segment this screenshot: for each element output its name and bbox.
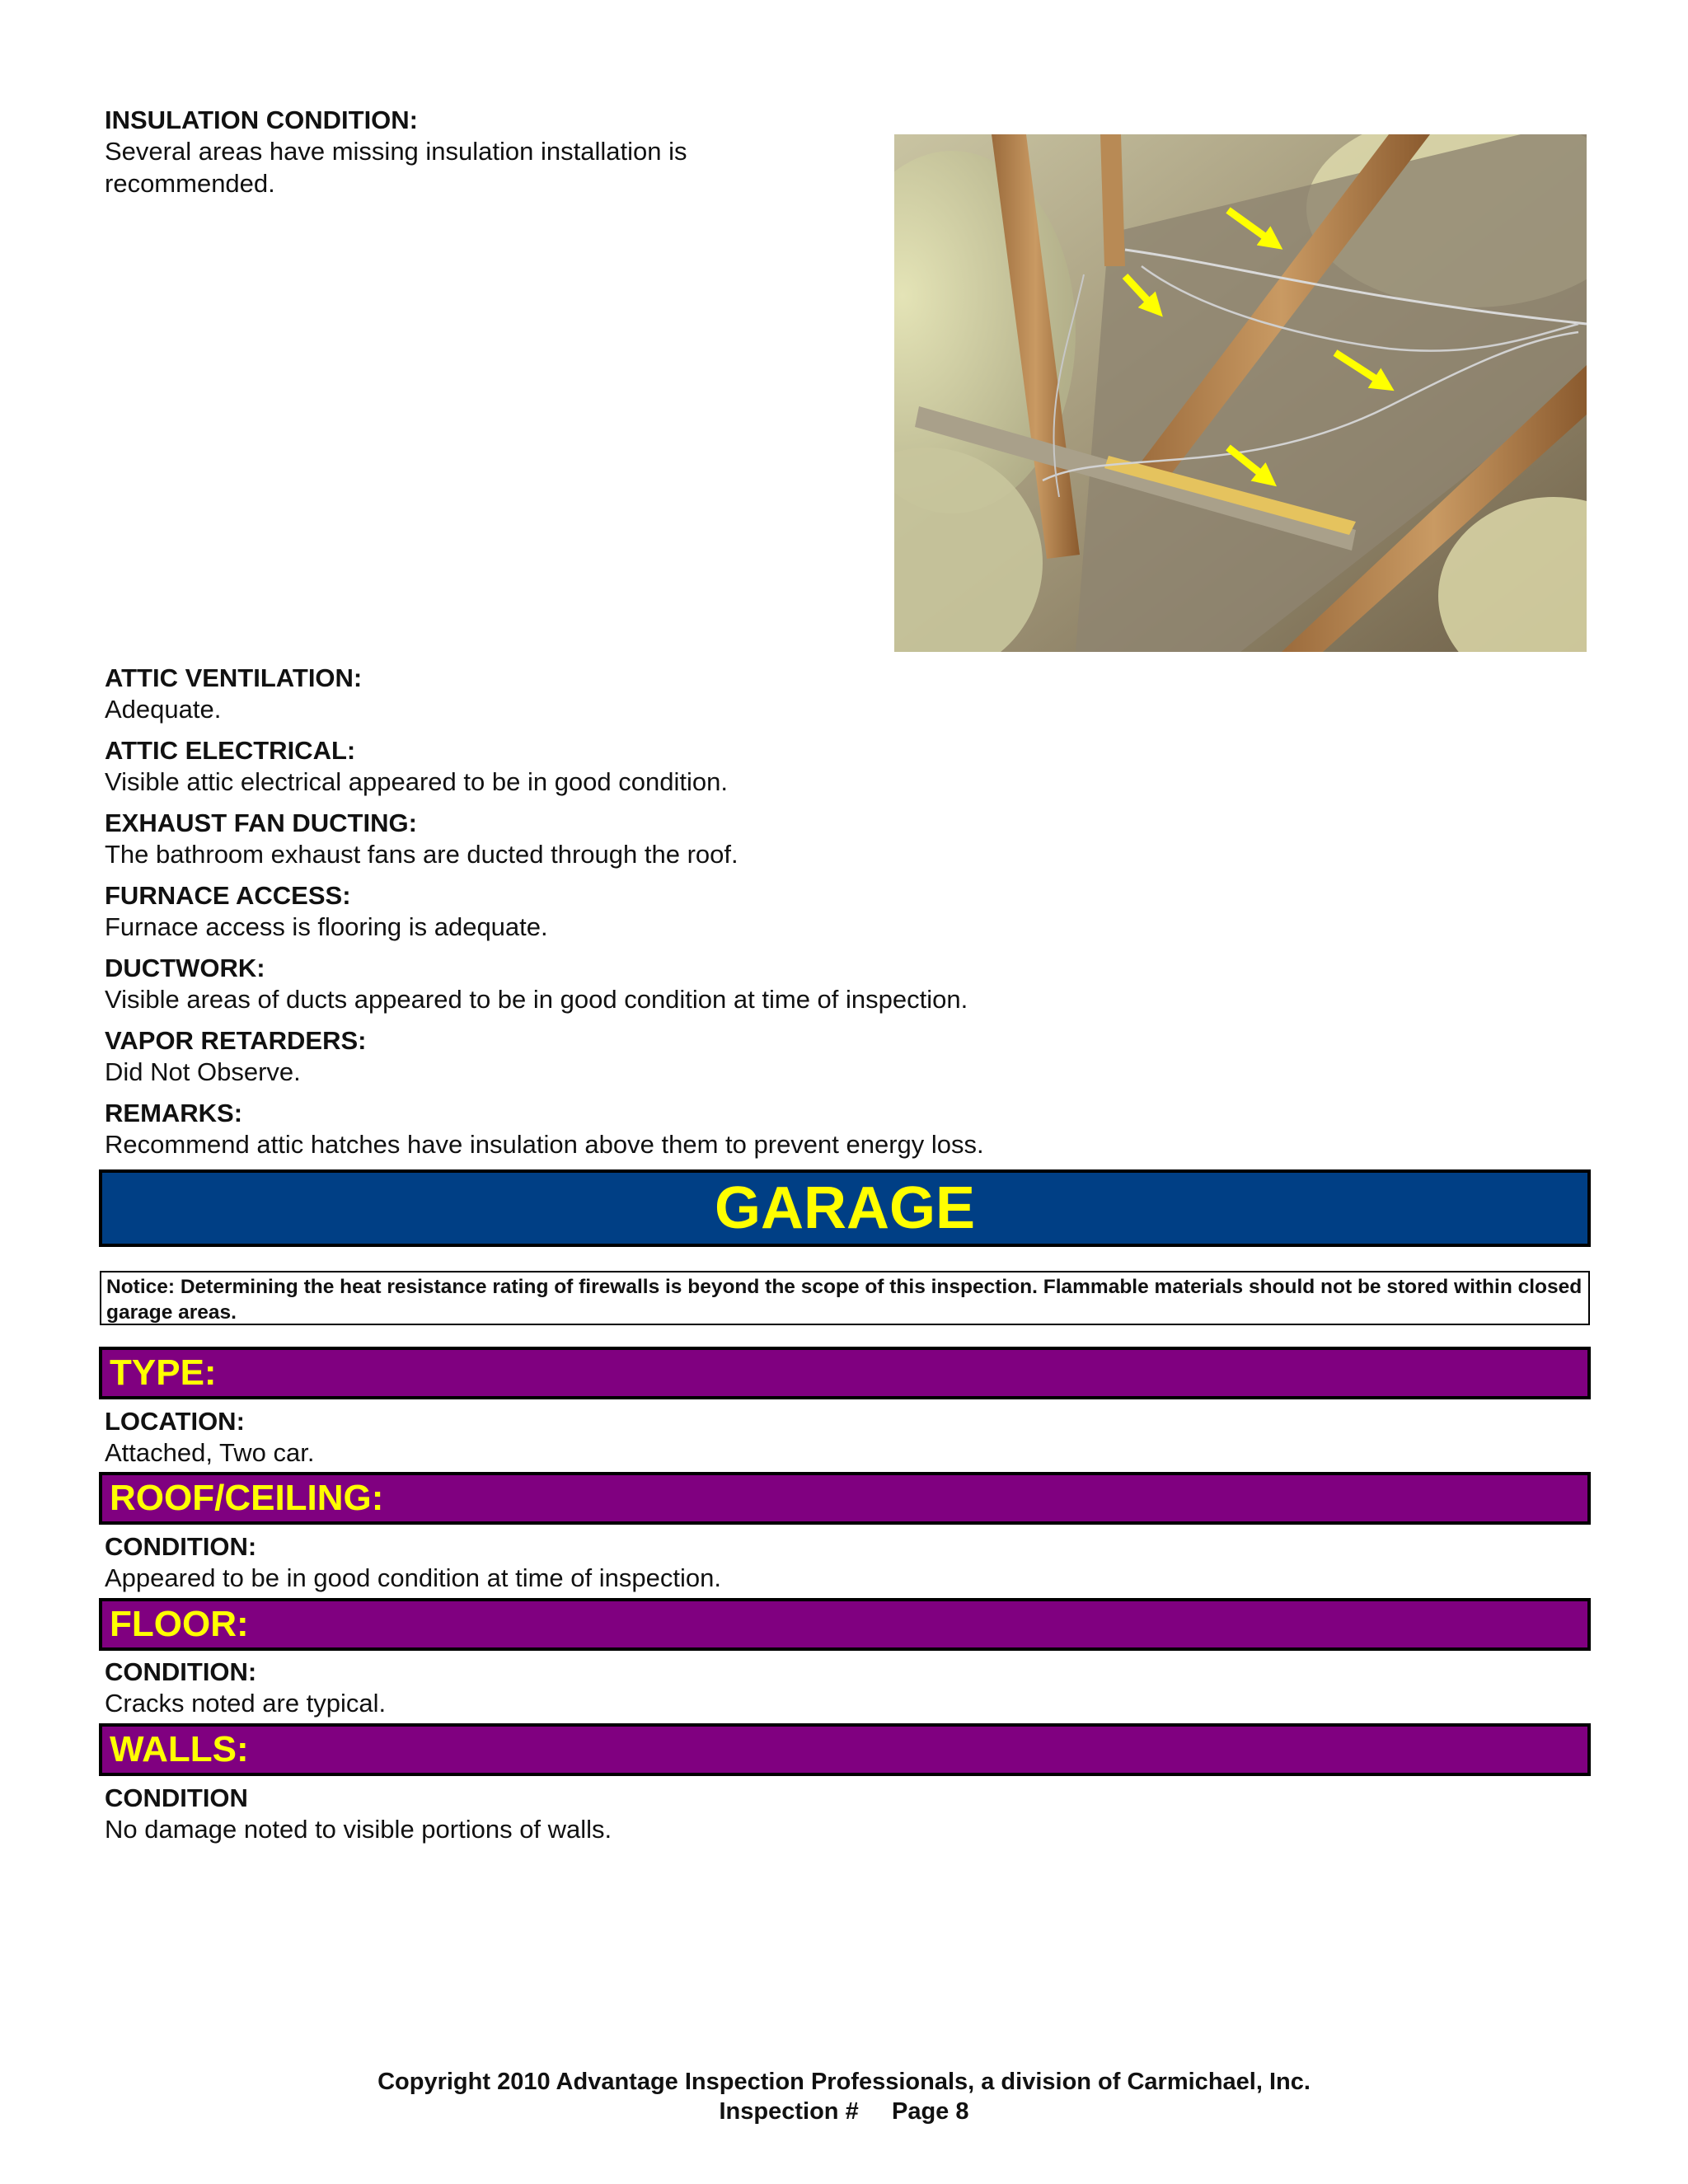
roof-condition-text: Appeared to be in good condition at time of inspection.	[105, 1563, 721, 1592]
attic-ventilation-label: ATTIC VENTILATION:	[105, 663, 363, 692]
location-label: LOCATION:	[105, 1407, 245, 1436]
garage-banner-title: GARAGE	[714, 1175, 976, 1241]
vapor-retarders-label: VAPOR RETARDERS:	[105, 1026, 367, 1055]
roof-condition-label: CONDITION:	[105, 1532, 257, 1561]
floor-section-header	[99, 1598, 1591, 1651]
vapor-retarders-text: Did Not Observe.	[105, 1057, 301, 1086]
garage-banner	[99, 1169, 1591, 1247]
attic-electrical-label: ATTIC ELECTRICAL:	[105, 736, 356, 765]
footer-page-info: Inspection # Page 8	[719, 2098, 969, 2125]
floor-condition-text: Cracks noted are typical.	[105, 1689, 387, 1718]
garage-notice: Notice: Determining the heat resistance rating of firewalls is beyond the scope of this inspection. Flammable materials should not be stored within closed garage areas.	[100, 1271, 1590, 1325]
ductwork-text: Visible areas of ducts appeared to be in good condition at time of inspection.	[105, 985, 968, 1014]
ductwork-label: DUCTWORK:	[105, 954, 265, 982]
exhaust-fan-ducting-label: EXHAUST FAN DUCTING:	[105, 808, 417, 837]
attic-ventilation-text: Adequate.	[105, 695, 222, 724]
location-text: Attached, Two car.	[105, 1438, 315, 1467]
type-section-title: TYPE:	[110, 1352, 217, 1393]
remarks-label: REMARKS:	[105, 1099, 243, 1127]
insulation-condition-text-1: Several areas have missing insulation installation is	[105, 137, 687, 166]
walls-condition-label: CONDITION	[105, 1783, 248, 1812]
insulation-condition-label: INSULATION CONDITION:	[105, 105, 419, 134]
walls-section-title: WALLS:	[110, 1729, 249, 1769]
roof-ceiling-section-title: ROOF/CEILING:	[110, 1478, 384, 1518]
walls-condition-text: No damage noted to visible portions of walls.	[105, 1815, 612, 1844]
walls-section-header	[99, 1723, 1591, 1776]
furnace-access-label: FURNACE ACCESS:	[105, 881, 351, 910]
exhaust-fan-ducting-text: The bathroom exhaust fans are ducted through the roof.	[105, 840, 738, 869]
remarks-text: Recommend attic hatches have insulation above them to prevent energy loss.	[105, 1130, 984, 1159]
furnace-access-text: Furnace access is flooring is adequate.	[105, 912, 548, 941]
floor-section-title: FLOOR:	[110, 1604, 249, 1644]
footer-copyright: Copyright 2010 Advantage Inspection Professionals, a division of Carmichael, Inc.	[377, 2069, 1311, 2095]
type-section-header	[99, 1347, 1591, 1399]
insulation-condition-text-2: recommended.	[105, 169, 275, 198]
floor-condition-label: CONDITION:	[105, 1657, 257, 1686]
roof-ceiling-section-header	[99, 1472, 1591, 1525]
attic-insulation-photo	[894, 134, 1587, 652]
attic-electrical-text: Visible attic electrical appeared to be in good condition.	[105, 767, 728, 796]
